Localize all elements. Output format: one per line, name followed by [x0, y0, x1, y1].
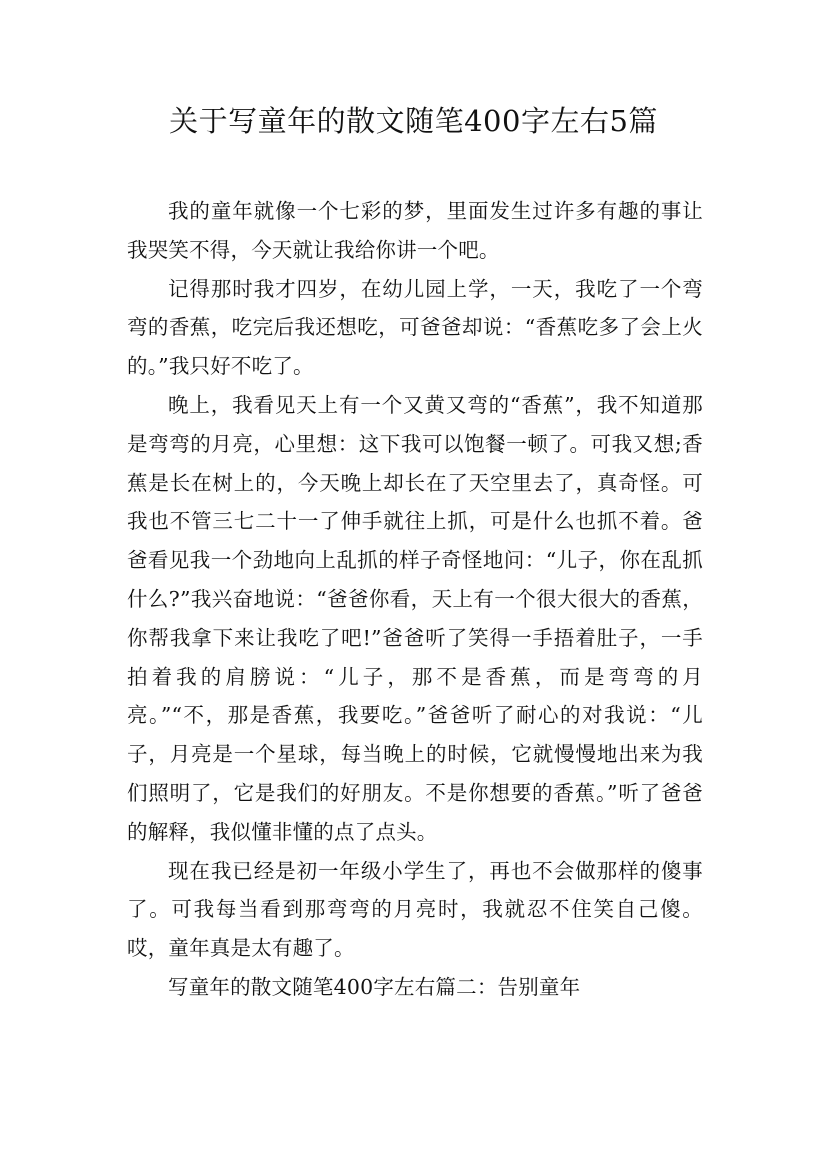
- paragraph: 我的童年就像一个七彩的梦，里面发生过许多有趣的事让我哭笑不得，今天就让我给你讲一个吧。: [127, 199, 703, 262]
- document-body: [127, 192, 703, 1007]
- paragraph: 记得那时我才四岁，在幼儿园上学，一天，我吃了一个弯弯的香蕉，吃完后我还想吃，可爸爸却说：“香蕉吃多了会上火的。”我只好不吃了。: [127, 276, 703, 379]
- paragraph: 现在我已经是初一年级小学生了，再也不会做那样的傻事了。可我每当看到那弯弯的月亮时，我就忍不住笑自己傻。哎，童年真是太有趣了。: [127, 858, 703, 961]
- paragraph: 晚上，我看见天上有一个又黄又弯的“香蕉”，我不知道那是弯弯的月亮，心里想：这下我可以饱餐一顿了。可我又想;香蕉是长在树上的，今天晚上却长在了天空里去了，真奇怪。可我也不管三七二十一了伸手就往上抓，可是什么也抓不着。爸爸看见我一个劲地向上乱抓的样子奇怪地问：“儿子，你在乱抓什么?”我兴奋地说：“爸爸你看，天上有一个很大很大的香蕉，你帮我拿下来让我吃了吧!”爸爸听了笑得一手捂着肚子，一手拍着我的肩膀说：“儿子，那不是香蕉，而是弯弯的月亮。”“不，那是香蕉，我要吃。”爸爸听了耐心的对我说：“儿子，月亮是一个星球，每当晚上的时候，它就慢慢地出来为我们照明了，它是我们的好朋友。不是你想要的香蕉。”听了爸爸的解释，我似懂非懂的点了点头。: [127, 392, 703, 844]
- document-title: 关于写童年的散文随笔400字左右5篇: [169, 104, 658, 138]
- section-heading: 写童年的散文随笔400字左右篇二：告别童年: [168, 974, 581, 999]
